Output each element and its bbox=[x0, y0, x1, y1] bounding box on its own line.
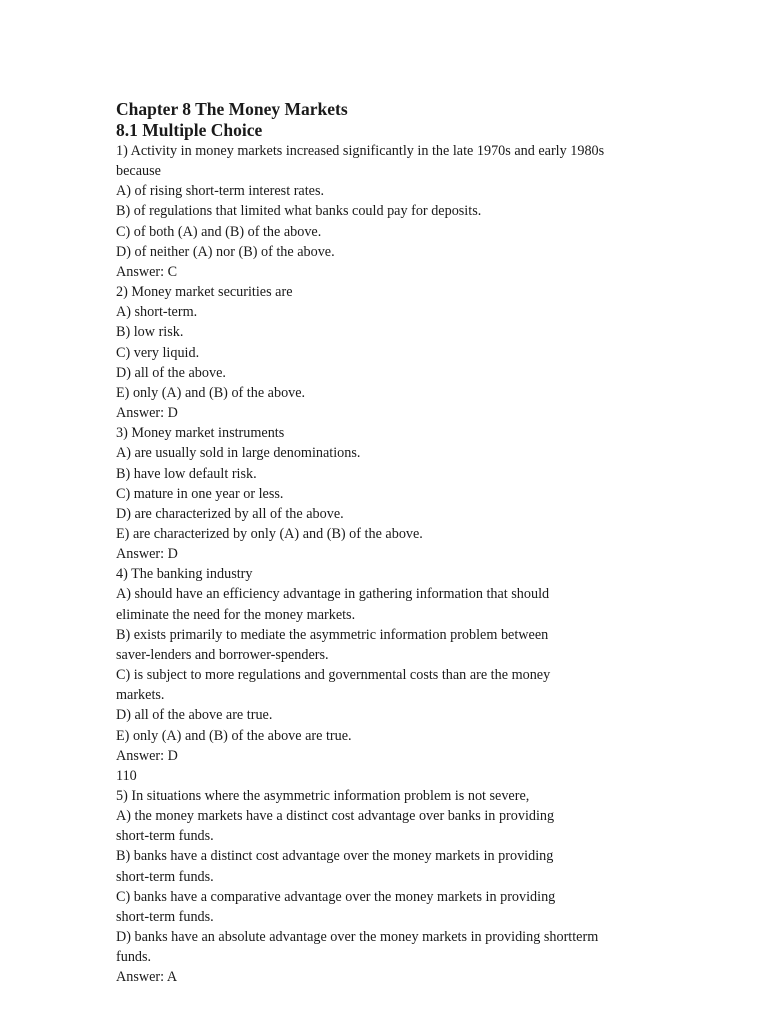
text-line: D) all of the above are true. bbox=[116, 707, 273, 724]
text-line: C) of both (A) and (B) of the above. bbox=[116, 223, 322, 240]
text-line: E) are characterized by only (A) and (B) of the above. bbox=[116, 525, 423, 542]
text-line: C) is subject to more regulations and governmental costs than are the money bbox=[116, 667, 551, 684]
text-line: D) of neither (A) nor (B) of the above. bbox=[116, 243, 335, 260]
section-title: 8.1 Multiple Choice bbox=[116, 120, 263, 140]
text-line: D) all of the above. bbox=[116, 364, 226, 381]
text-line: markets. bbox=[116, 687, 165, 704]
text-line: 4) The banking industry bbox=[116, 566, 253, 583]
text-line: A) of rising short-term interest rates. bbox=[116, 183, 325, 200]
text-lines bbox=[116, 141, 676, 988]
text-line: saver-lenders and borrower-spenders. bbox=[116, 646, 329, 663]
text-line: 110 bbox=[116, 767, 137, 784]
text-line: 3) Money market instruments bbox=[116, 425, 285, 442]
text-line: eliminate the need for the money markets. bbox=[116, 606, 356, 623]
text-line: A) should have an efficiency advantage in gathering information that should bbox=[116, 586, 550, 603]
text-line: E) only (A) and (B) of the above are true. bbox=[116, 727, 352, 744]
text-line: Answer: D bbox=[116, 546, 178, 563]
text-line: B) have low default risk. bbox=[116, 465, 257, 482]
text-line: A) are usually sold in large denominations. bbox=[116, 445, 361, 462]
text-line: B) banks have a distinct cost advantage over the money markets in providing bbox=[116, 848, 554, 865]
text-line: 1) Activity in money markets increased significantly in the late 1970s and early 1980s bbox=[116, 143, 605, 159]
chapter-title: Chapter 8 The Money Markets bbox=[116, 99, 348, 119]
text-line: 2) Money market securities are bbox=[116, 284, 293, 301]
text-line: E) only (A) and (B) of the above. bbox=[116, 384, 306, 401]
text-line: Answer: D bbox=[116, 405, 178, 422]
text-line: C) mature in one year or less. bbox=[116, 485, 284, 502]
text-line: B) of regulations that limited what banks could pay for deposits. bbox=[116, 203, 482, 220]
text-line: funds. bbox=[116, 949, 152, 966]
text-line: A) the money markets have a distinct cost advantage over banks in providing bbox=[116, 808, 555, 825]
text-line: D) are characterized by all of the above. bbox=[116, 505, 344, 522]
text-line: A) short-term. bbox=[116, 304, 198, 321]
text-line: D) banks have an absolute advantage over the money markets in providing shortterm bbox=[116, 929, 599, 946]
text-line: C) banks have a comparative advantage over the money markets in providing bbox=[116, 888, 556, 905]
text-line: Answer: D bbox=[116, 747, 178, 764]
document-body bbox=[116, 98, 676, 988]
text-line: Answer: C bbox=[116, 263, 178, 280]
text-line: because bbox=[116, 163, 161, 180]
text-line: short-term funds. bbox=[116, 908, 214, 925]
text-line: B) exists primarily to mediate the asymmetric information problem between bbox=[116, 626, 549, 643]
text-line: B) low risk. bbox=[116, 324, 184, 341]
text-line: short-term funds. bbox=[116, 868, 214, 885]
text-line: Answer: A bbox=[116, 969, 178, 986]
text-line: short-term funds. bbox=[116, 828, 214, 845]
text-line: 5) In situations where the asymmetric information problem is not severe, bbox=[116, 788, 530, 804]
text-line: C) very liquid. bbox=[116, 344, 200, 361]
